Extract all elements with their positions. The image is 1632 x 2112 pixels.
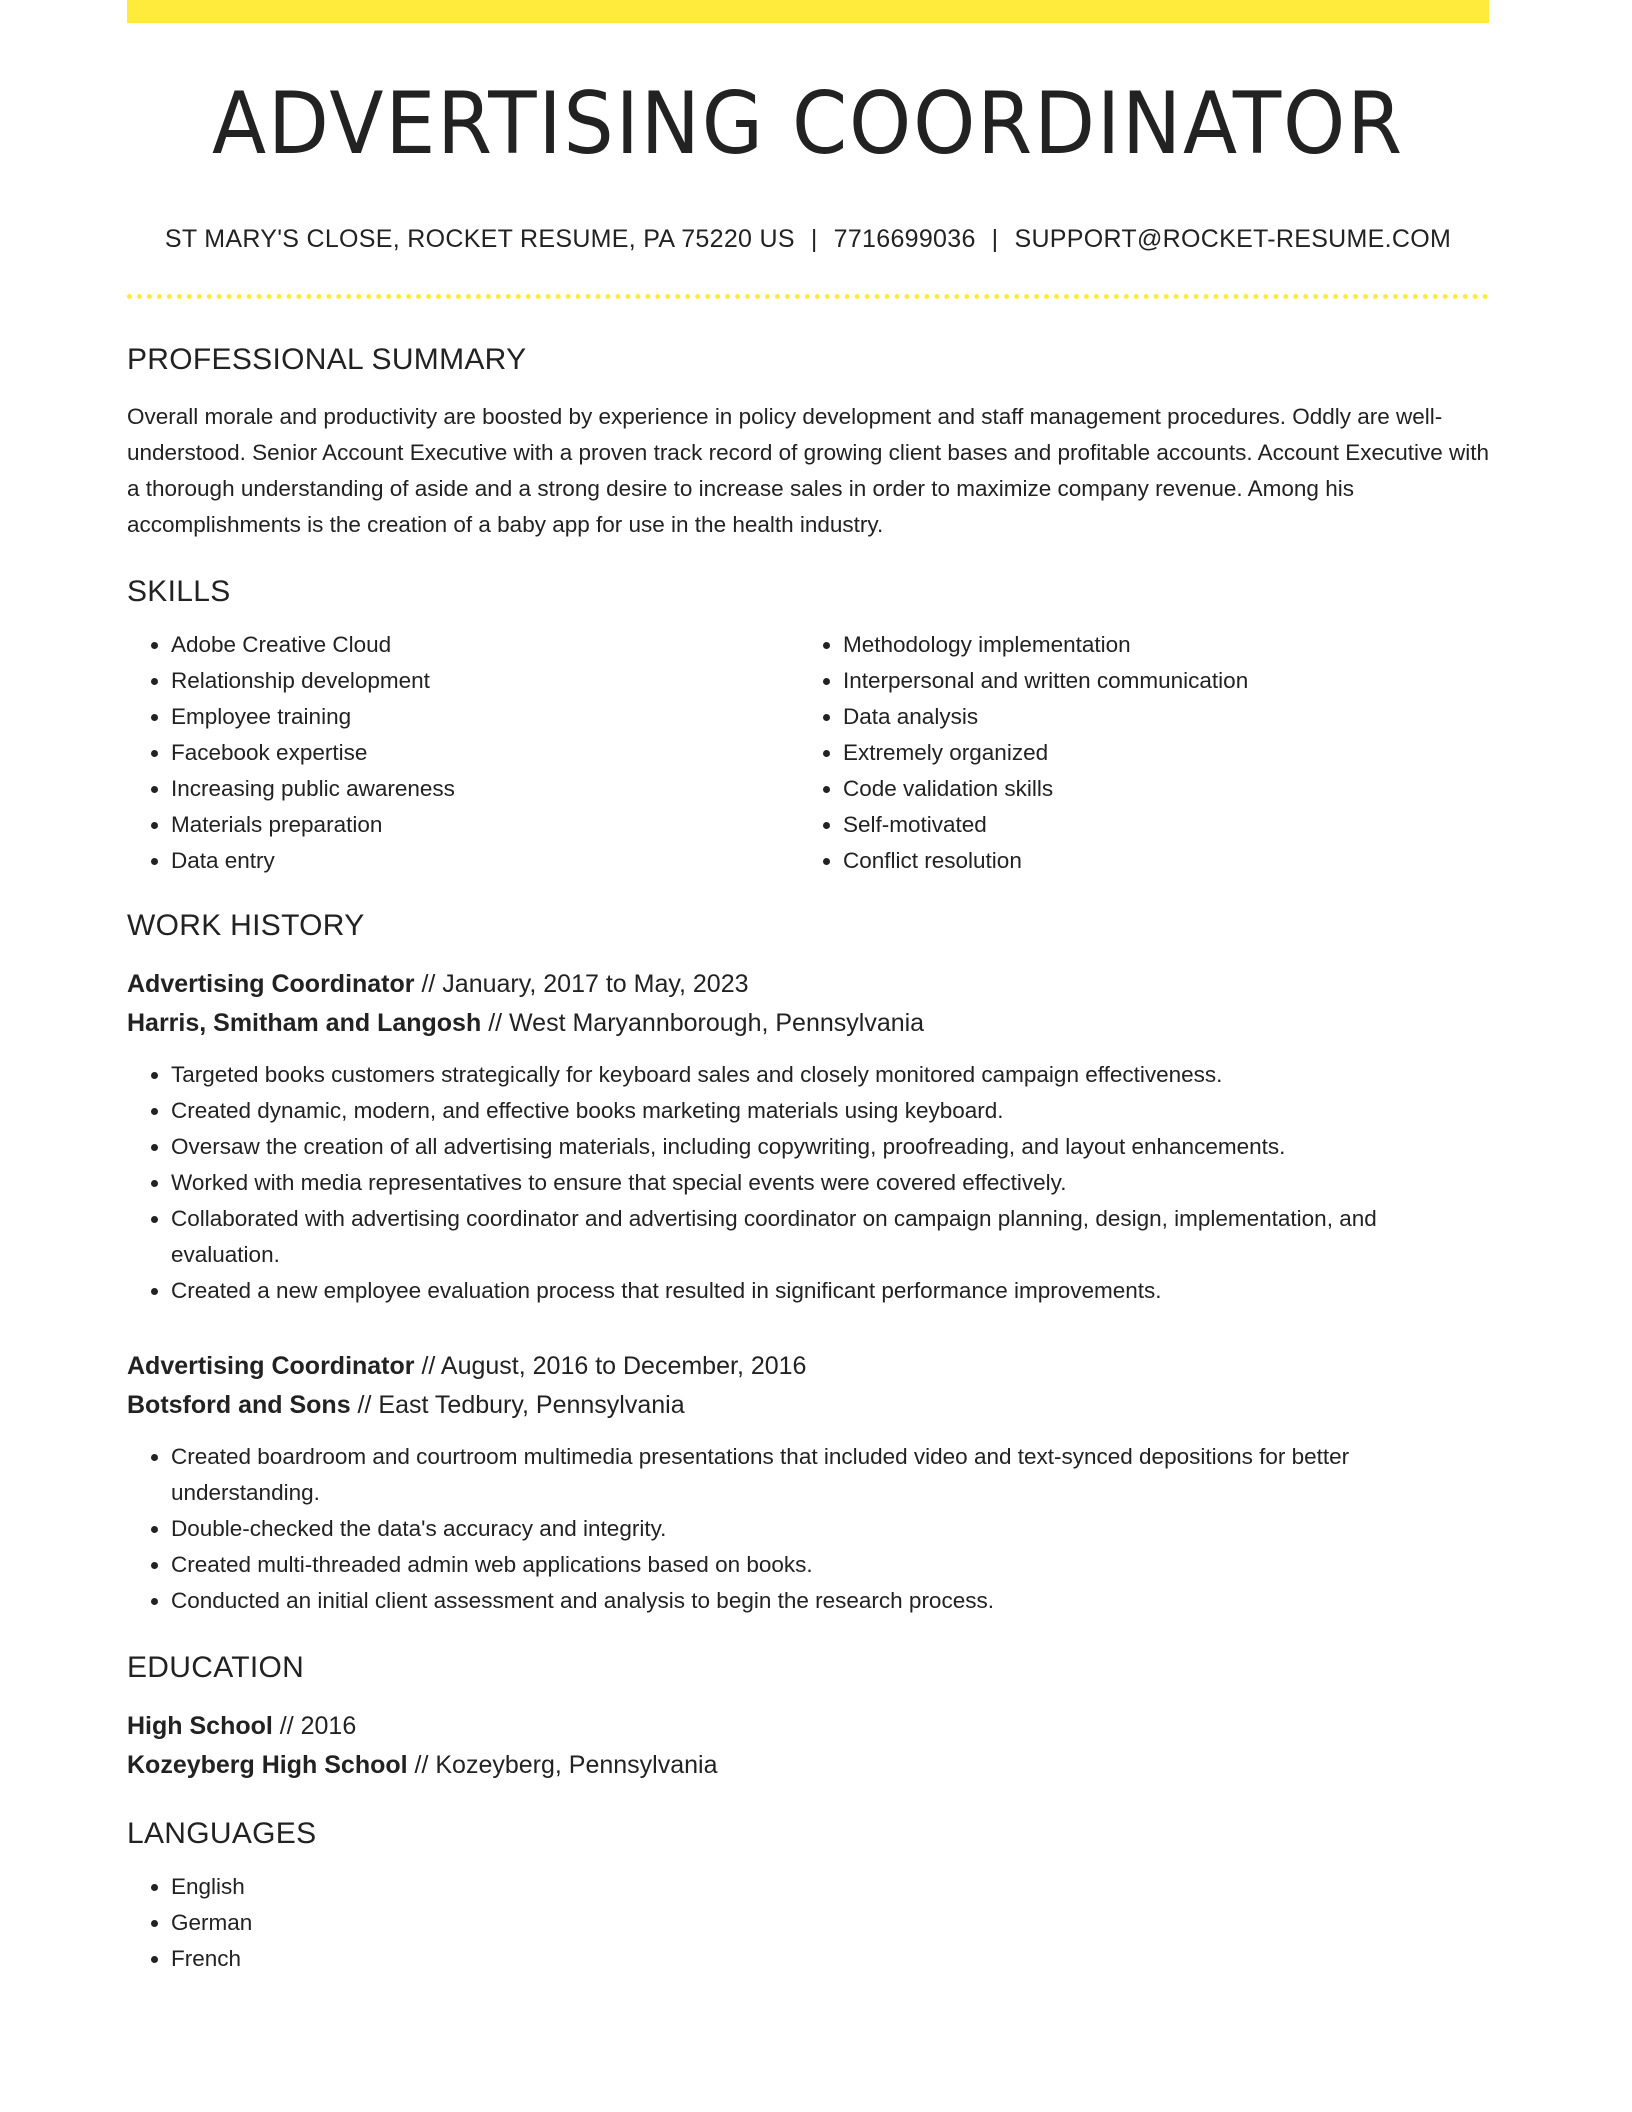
education-entry — [127, 1707, 1489, 1785]
job-bullet: • Worked with media representatives to ensure that special events were covered effectively. — [171, 1165, 1489, 1201]
skill-item: • Self-motivated — [843, 807, 1471, 843]
job-bullet: • Conducted an initial client assessment and analysis to begin the research process. — [171, 1583, 1489, 1619]
skill-item: • Employee training — [171, 699, 799, 735]
job-bullets — [127, 1057, 1489, 1309]
skill-item: • Relationship development — [171, 663, 799, 699]
skill-item: • Facebook expertise — [171, 735, 799, 771]
job-company: Harris, Smitham and Langosh — [127, 1009, 482, 1037]
education-location: // Kozeyberg, Pennsylvania — [407, 1751, 718, 1779]
job-company-line — [127, 1386, 1489, 1425]
header-divider — [127, 294, 1489, 299]
education-degree-line — [127, 1707, 1489, 1746]
job-bullet: • Created a new employee evaluation process that resulted in significant performance improvements. — [171, 1273, 1489, 1309]
contact-separator: | — [991, 225, 999, 253]
job-role: Advertising Coordinator — [127, 970, 415, 998]
languages-list — [127, 1869, 1489, 1977]
accent-top-bar — [127, 0, 1489, 23]
skill-item: • Extremely organized — [843, 735, 1471, 771]
skill-item: • Data analysis — [843, 699, 1471, 735]
job-company: Botsford and Sons — [127, 1391, 351, 1419]
job-bullet: • Oversaw the creation of all advertising materials, including copywriting, proofreading, and layout enhancements. — [171, 1129, 1489, 1165]
job-entry-header — [127, 965, 1489, 1043]
education-school: Kozeyberg High School — [127, 1751, 408, 1779]
contact-separator: | — [810, 225, 818, 253]
contact-address: ST MARY'S CLOSE, ROCKET RESUME, PA 75220 US — [164, 225, 795, 253]
job-dates: // January, 2017 to May, 2023 — [414, 970, 749, 998]
language-item: • German — [171, 1905, 1489, 1941]
skill-item: • Data entry — [171, 843, 799, 879]
contact-phone: 7716699036 — [833, 225, 976, 253]
job-bullet: • Collaborated with advertising coordinator and advertising coordinator on campaign planning, design, implementation, and evaluation. — [171, 1201, 1489, 1273]
skill-item: • Increasing public awareness — [171, 771, 799, 807]
skills-column-left — [127, 627, 799, 879]
skills-list — [127, 627, 1489, 879]
job-title-line — [127, 965, 1489, 1004]
job-title-line — [127, 1347, 1489, 1386]
skill-item: • Conflict resolution — [843, 843, 1471, 879]
job-dates: // August, 2016 to December, 2016 — [414, 1352, 807, 1380]
job-role: Advertising Coordinator — [127, 1352, 415, 1380]
job-bullet: • Created boardroom and courtroom multimedia presentations that included video and text-synced depositions for better understanding. — [171, 1439, 1489, 1511]
skills-column-right — [799, 627, 1471, 879]
language-item: • French — [171, 1941, 1489, 1977]
contact-line — [127, 225, 1489, 254]
skill-item: • Adobe Creative Cloud — [171, 627, 799, 663]
skill-item: • Methodology implementation — [843, 627, 1471, 663]
education-degree: High School — [127, 1712, 273, 1740]
skill-item: • Code validation skills — [843, 771, 1471, 807]
education-heading: EDUCATION — [127, 1651, 305, 1684]
education-school-line — [127, 1746, 1489, 1785]
job-location: // East Tedbury, Pennsylvania — [350, 1391, 685, 1419]
contact-email[interactable]: SUPPORT@ROCKET-RESUME.COM — [1014, 225, 1452, 253]
job-location: // West Maryannborough, Pennsylvania — [481, 1009, 925, 1037]
job-bullet: • Created multi-threaded admin web applications based on books. — [171, 1547, 1489, 1583]
summary-heading: PROFESSIONAL SUMMARY — [127, 343, 527, 376]
skill-item: • Interpersonal and written communication — [843, 663, 1471, 699]
job-bullet: • Targeted books customers strategically for keyboard sales and closely monitored campaign effectiveness. — [171, 1057, 1489, 1093]
language-item: • English — [171, 1869, 1489, 1905]
job-bullet: • Created dynamic, modern, and effective books marketing materials using keyboard. — [171, 1093, 1489, 1129]
languages-heading: LANGUAGES — [127, 1817, 317, 1850]
work-history-heading: WORK HISTORY — [127, 909, 365, 942]
skills-heading: SKILLS — [127, 575, 231, 608]
summary-text: Overall morale and productivity are boosted by experience in policy development and staff management procedures. Oddly are well-understood. Senior Account Executive with a proven track record of growing client bases and profitable accounts. Account Executive with a thorough understanding of aside and a strong desire to increase sales in order to maximize company revenue. Among his accomplishments is the creation of a baby app for use in the health industry. — [127, 404, 1490, 537]
skill-item: • Materials preparation — [171, 807, 799, 843]
job-bullet: • Double-checked the data's accuracy and integrity. — [171, 1511, 1489, 1547]
job-company-line — [127, 1004, 1489, 1043]
job-entry-header — [127, 1347, 1489, 1425]
job-bullets — [127, 1439, 1489, 1619]
education-year: // 2016 — [272, 1712, 357, 1740]
resume-page — [127, 0, 1489, 1977]
resume-name: ADVERTISING COORDINATOR — [212, 74, 1404, 174]
